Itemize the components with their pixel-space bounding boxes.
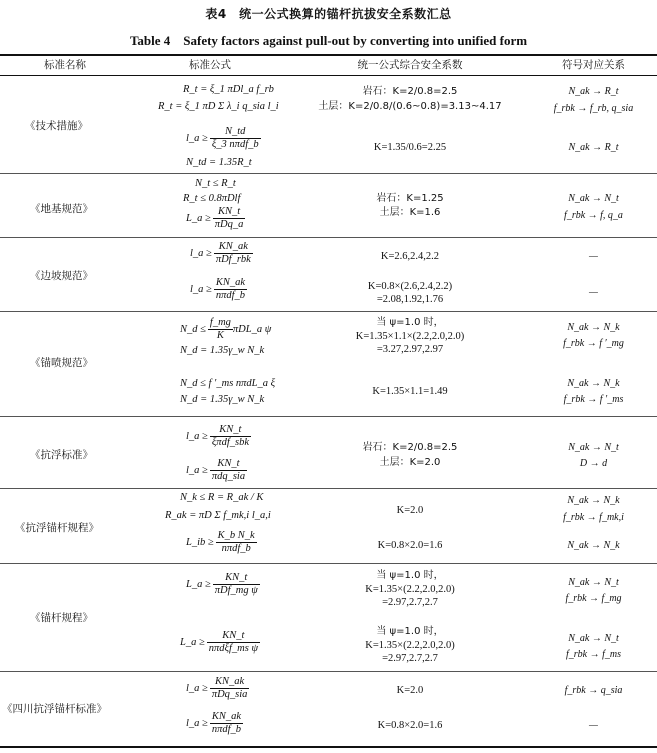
symbol-relation: N_ak → N_t <box>568 633 619 644</box>
header-standard-formula: 标准公式 <box>189 59 231 71</box>
safety-factor: =2.97,2.7,2.7 <box>382 653 438 664</box>
symbol-relation: f_rbk → f_mk,i <box>563 512 624 523</box>
formula: N_d ≤ $\frac{f\_mg}{K}$ πDL_a ψ <box>180 317 272 341</box>
symbol-relation: N_ak → R_t <box>568 86 619 97</box>
row-name-antifloat-anchor: 《抗浮锚杆规程》 <box>15 522 99 534</box>
symbol-relation: — <box>589 287 598 298</box>
safety-factor: K=0.8×2.0=1.6 <box>377 540 443 551</box>
safety-factor: K=0.8×(2.6,2.4,2.2) <box>367 281 453 292</box>
safety-factor: K=1.35/0.6=2.25 <box>373 142 447 153</box>
formula: l_a ≥ $\frac{N\_td}{\text{ξ\_3 nπdf\_b}}$ <box>186 126 259 150</box>
formula: N_d = 1.35γ_w N_k <box>180 345 265 356</box>
symbol-relation: D → d <box>579 458 608 469</box>
header-standard-name: 标准名称 <box>44 59 86 71</box>
formula: l_a ≥ $\frac{KN\_ak}{\text{nπdf\_b}}$ <box>186 711 241 735</box>
symbol-relation: N_ak → N_t <box>568 577 619 588</box>
formula: L_a ≥ $\frac{KN\_t}{\text{πDq\_a}}$ <box>186 206 244 230</box>
row-name-anchor: 《锚杆规程》 <box>30 612 93 624</box>
formula: R_t = ξ_1 πDl_a f_rb <box>183 84 274 95</box>
table-caption-en: Table 4 Safety factors against pull-out by converting into unified form <box>129 33 528 48</box>
top-rule <box>0 54 657 56</box>
header-rule <box>0 75 657 76</box>
safety-factor: 土层：K=2/0.8/(0.6~0.8)=3.13~4.17 <box>318 101 502 112</box>
formula: N_td = 1.35R_t <box>186 157 252 168</box>
symbol-relation: N_ak → N_t <box>568 193 619 204</box>
safety-factor: 当 ψ=1.0 时， <box>376 626 444 637</box>
symbol-relation: N_ak → N_k <box>567 322 620 333</box>
symbol-relation: f_rbk → f, q_a <box>564 210 623 221</box>
symbol-relation: N_ak → N_k <box>567 495 620 506</box>
formula: l_a ≥ $\frac{KN\_ak}{\text{πDq\_sia}}$ <box>186 676 248 700</box>
formula: l_a ≥ $\frac{KN\_ak}{\text{πDf\_rbk}}$ <box>190 241 251 265</box>
header-unified-factor: 统一公式综合安全系数 <box>357 59 463 71</box>
symbol-relation: f_rbk → f ′_ms <box>563 394 624 405</box>
formula: L_ib ≥ $\frac{\text{K\_b N\_k}}{\text{nπdf\_b}}$ <box>186 530 255 554</box>
row-separator <box>0 237 657 238</box>
safety-factor: K=0.8×2.0=1.6 <box>377 720 443 731</box>
safety-factor: K=1.35×(2.2,2.0,2.0) <box>365 640 455 651</box>
symbol-relation: N_ak → N_t <box>568 442 619 453</box>
safety-factor: 岩石：K=2/0.8=2.5 <box>362 442 458 453</box>
symbol-relation: f_rbk → f_mg <box>565 593 622 604</box>
safety-factor: 土层：K=1.6 <box>379 207 441 218</box>
safety-factor: 岩石：K=2/0.8=2.5 <box>362 86 458 97</box>
symbol-relation: N_ak → R_t <box>568 142 619 153</box>
row-name-sichuan: 《四川抗浮锚杆标准》 <box>2 703 107 715</box>
safety-factor: K=1.35×1.1=1.49 <box>372 386 448 397</box>
table-caption-cn: 表4 统一公式换算的锚杆抗拔安全系数汇总 <box>205 7 452 21</box>
safety-factor: 当 ψ=1.0 时， <box>376 570 444 581</box>
formula: R_t = ξ_1 πD Σ λ_i q_sia l_i <box>158 101 279 112</box>
safety-factor: K=1.35×(2.2,2.0,2.0) <box>365 584 455 595</box>
symbol-relation: f_rbk → f_rb, q_sia <box>553 103 634 114</box>
formula: R_ak = πD Σ f_mk,i l_a,i <box>165 510 271 521</box>
safety-factor: K=2.0 <box>396 685 424 696</box>
symbol-relation: — <box>589 720 598 731</box>
safety-factor: =2.97,2.7,2.7 <box>382 597 438 608</box>
row-separator <box>0 563 657 564</box>
formula: l_a ≥ $\frac{KN\_ak}{\text{nπdf\_b}}$ <box>190 277 245 301</box>
row-name-slope: 《边坡规范》 <box>30 270 93 282</box>
formula: l_a ≥ $\frac{KN\_t}{\text{πdq\_sia}}$ <box>186 458 246 482</box>
row-separator <box>0 671 657 672</box>
symbol-relation: N_ak → N_k <box>567 378 620 389</box>
bottom-rule <box>0 746 657 748</box>
symbol-relation: f_rbk → f_ms <box>566 649 621 660</box>
formula: N_d = 1.35γ_w N_k <box>180 394 265 405</box>
formula: L_a ≥ $\frac{KN\_t}{\text{πDf\_mg ψ}}$ <box>186 572 258 596</box>
safety-factor: =3.27,2.97,2.97 <box>376 344 444 355</box>
row-name-tech: 《技术措施》 <box>25 120 88 132</box>
formula: L_a ≥ $\frac{KN\_t}{\text{nπdξf\_ms ψ}}$ <box>180 630 258 654</box>
safety-factor: K=2.0 <box>396 505 424 516</box>
symbol-relation: f_rbk → f ′_mg <box>563 338 624 349</box>
safety-factor: 岩石：K=1.25 <box>376 193 444 204</box>
row-separator <box>0 311 657 312</box>
formula: N_t ≤ R_t <box>195 178 236 189</box>
safety-factor: K=1.35×1.1×(2.2,2.0,2.0) <box>355 331 465 342</box>
symbol-relation: — <box>589 251 598 262</box>
safety-factor: =2.08,1.92,1.76 <box>376 294 444 305</box>
safety-factor: 土层：K=2.0 <box>379 457 441 468</box>
row-separator <box>0 416 657 417</box>
formula: l_a ≥ $\frac{KN\_t}{\text{ξπdf\_sbk}}$ <box>186 424 249 448</box>
safety-factor: 当 ψ=1.0 时， <box>376 317 444 328</box>
safety-factor: K=2.6,2.4,2.2 <box>380 251 440 262</box>
formula: N_d ≤ f ′_ms nπdL_a ξ <box>180 378 276 389</box>
header-symbol-relation: 符号对应关系 <box>562 59 625 71</box>
row-separator <box>0 173 657 174</box>
formula: R_t ≤ 0.8πDlf <box>183 193 241 204</box>
formula: N_k ≤ R = R_ak / K <box>180 492 264 503</box>
symbol-relation: f_rbk → q_sia <box>564 685 623 696</box>
row-name-antifloat: 《抗浮标准》 <box>30 449 93 461</box>
row-name-foundation: 《地基规范》 <box>30 203 93 215</box>
symbol-relation: N_ak → N_k <box>567 540 620 551</box>
row-name-shotcrete: 《锚喷规范》 <box>30 357 93 369</box>
row-separator <box>0 488 657 489</box>
